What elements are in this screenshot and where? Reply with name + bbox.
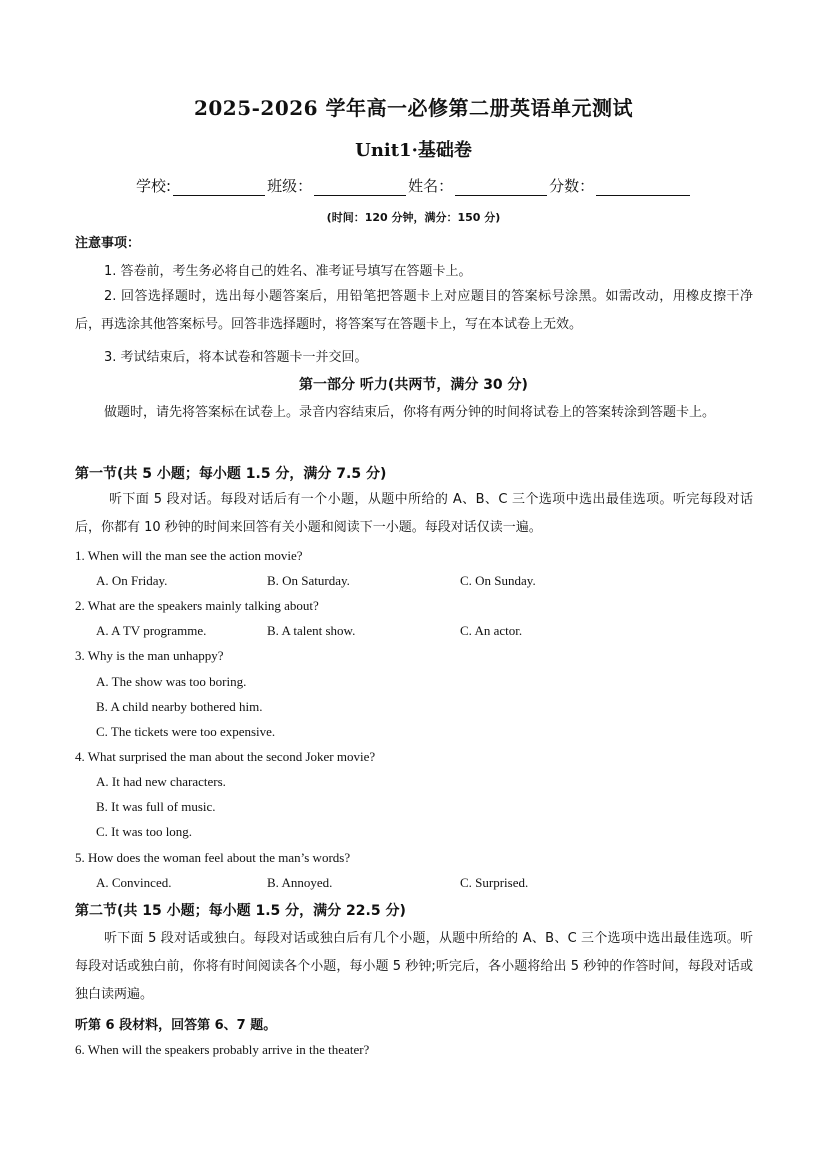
question-4: 4. What surprised the man about the second Joker movie?	[75, 749, 376, 764]
score-label: 分数：	[549, 177, 595, 195]
school-blank	[173, 179, 265, 196]
q5-option-a: A. Convinced.	[96, 875, 172, 890]
exam-subtitle: Unit1·基础卷	[355, 140, 472, 161]
time-info: (时间：120 分钟，满分：150 分)	[326, 211, 501, 224]
name-label: 姓名：	[408, 177, 454, 195]
q3-option-a: A. The show was too boring.	[96, 674, 247, 689]
q2-option-c: C. An actor.	[460, 623, 523, 638]
exam-title: 2025-2026 学年高一必修第二册英语单元测试	[193, 96, 634, 120]
q4-option-b: B. It was full of music.	[96, 799, 216, 814]
section1-intro: 听下面 5 段对话。每段对话后有一个小题，从题中所给的 A、B、C 三个选项中选出最佳选项。听完每段对话后，你都有 10 秒钟的时间来回答有关小题和阅读下一小题。每段对话仅读一遍。	[75, 492, 753, 535]
question-2: 2. What are the speakers mainly talking about?	[75, 598, 319, 613]
school-label: 学校:	[136, 177, 172, 195]
notice-item-2: 2. 回答选择题时，选出每小题答案后，用铅笔把答题卡上对应题目的答案标号涂黑。如需改动，用橡皮擦干净后，再选涂其他答案标号。回答非选择题时，将答案写在答题卡上，写在本试卷上无效。	[75, 289, 753, 332]
q2-option-b: B. A talent show.	[267, 623, 356, 638]
question-3: 3. Why is the man unhappy?	[75, 648, 224, 663]
material-6-heading: 听第 6 段材料，回答第 6、7 题。	[75, 1018, 277, 1033]
q1-option-c: C. On Sunday.	[460, 573, 536, 588]
score-blank	[596, 179, 690, 196]
q4-option-a: A. It had new characters.	[96, 774, 226, 789]
part1-heading: 第一部分 听力(共两节，满分 30 分)	[299, 377, 528, 393]
class-blank	[314, 179, 406, 196]
q5-option-b: B. Annoyed.	[267, 875, 333, 890]
q4-option-c: C. It was too long.	[96, 824, 193, 839]
q2-option-a: A. A TV programme.	[96, 623, 207, 638]
student-info-line	[136, 175, 692, 196]
question-5: 5. How does the woman feel about the man’s words?	[75, 850, 351, 865]
q1-option-a: A. On Friday.	[96, 573, 168, 588]
class-label: 班级：	[267, 177, 313, 195]
question-6: 6. When will the speakers probably arrive in the theater?	[75, 1042, 370, 1057]
notice-heading: 注意事项：	[75, 236, 141, 251]
section2-intro: 听下面 5 段对话或独白。每段对话或独白后有几个小题，从题中所给的 A、B、C 三个选项中选出最佳选项。听每段对话或独白前，你将有时间阅读各个小题，每小题 5 秒钟;听完后，各小题将给出 5 秒钟的作答时间，每段对话或独白读两遍。	[75, 931, 753, 1002]
name-blank	[455, 179, 547, 196]
section1-heading: 第一节(共 5 小题；每小题 1.5 分，满分 7.5 分)	[75, 466, 387, 482]
section2-heading: 第二节(共 15 小题；每小题 1.5 分，满分 22.5 分)	[75, 903, 406, 919]
q1-option-b: B. On Saturday.	[267, 573, 350, 588]
q3-option-b: B. A child nearby bothered him.	[96, 699, 263, 714]
question-1: 1. When will the man see the action movie?	[75, 548, 303, 563]
notice-item-1: 1. 答卷前，考生务必将自己的姓名、准考证号填写在答题卡上。	[104, 264, 472, 279]
q5-option-c: C. Surprised.	[460, 875, 529, 890]
notice-item-3: 3. 考试结束后，将本试卷和答题卡一并交回。	[104, 350, 368, 365]
part1-intro: 做题时，请先将答案标在试卷上。录音内容结束后，你将有两分钟的时间将试卷上的答案转涂到答题卡上。	[104, 405, 716, 420]
q3-option-c: C. The tickets were too expensive.	[96, 724, 276, 739]
